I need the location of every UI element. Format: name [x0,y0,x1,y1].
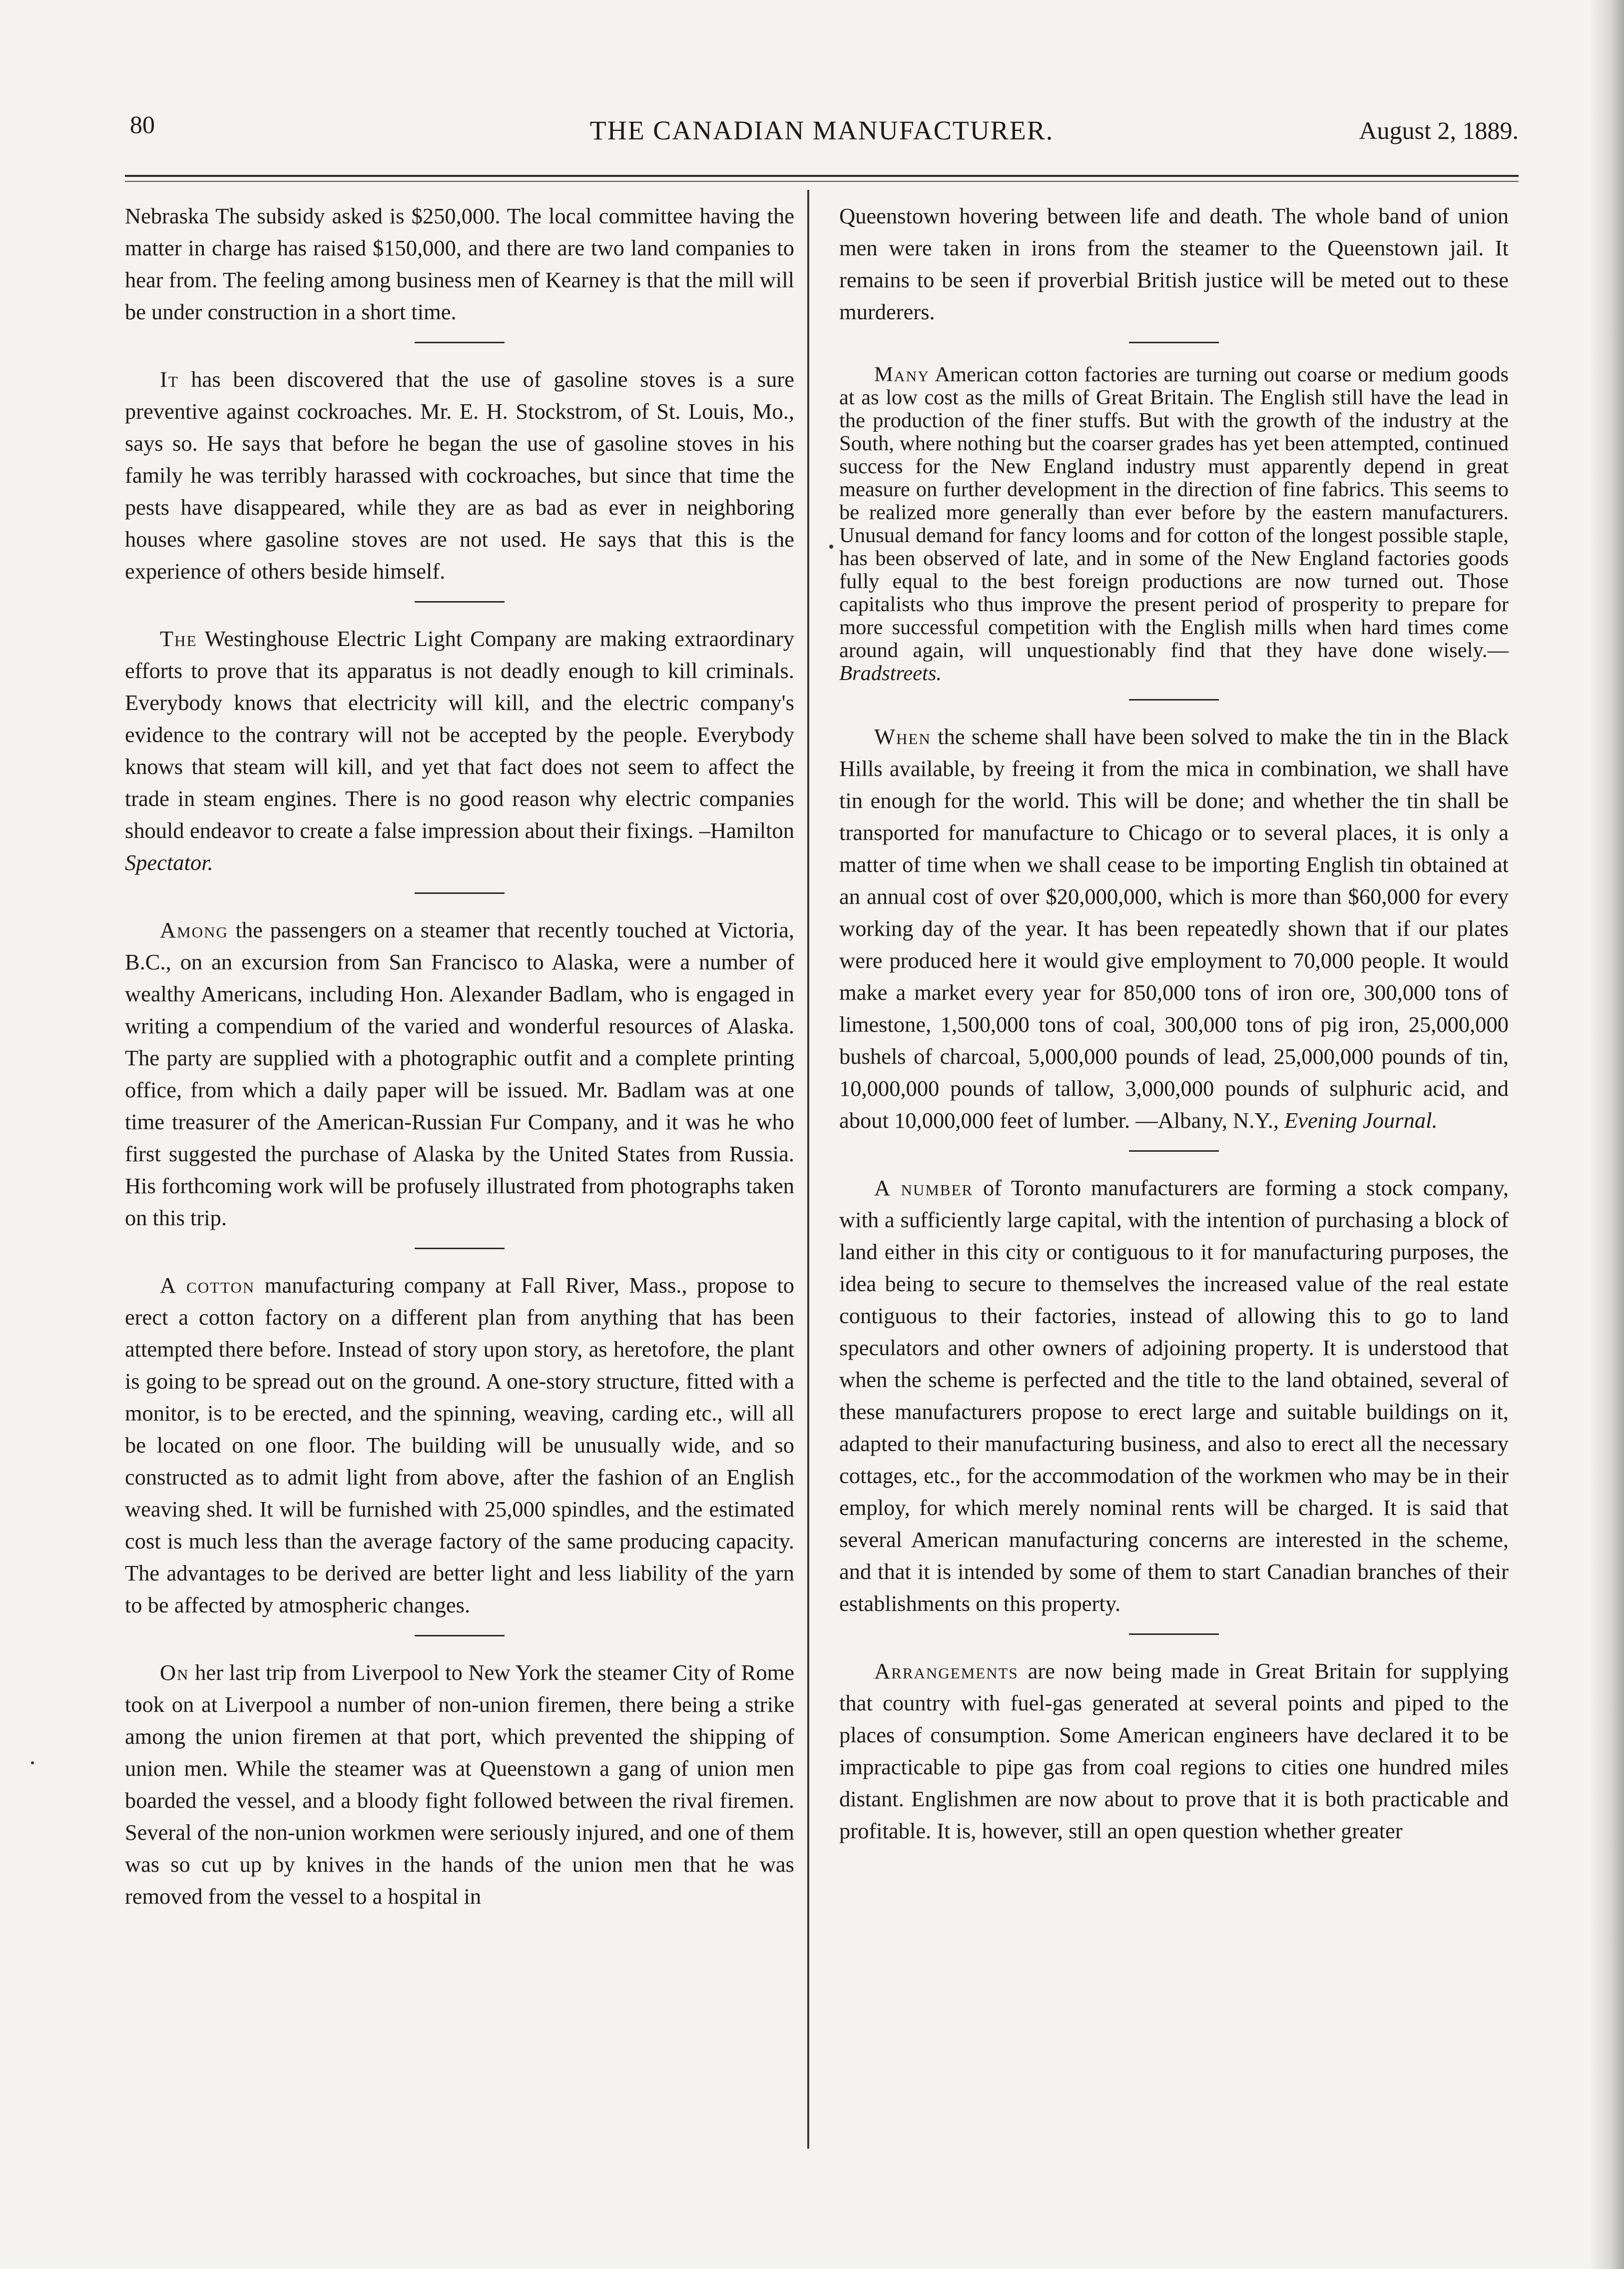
article-text: Westinghouse Electric Light Company are making extraordinary efforts to prove that its apparatus is not deadly enough to kill criminals. Everybody knows that electricity will kill, and the electric company's evidence to the contrary will not be accepted by the people. Everybody knows that steam will kill, and yet that fact does not seem to affect the trade in steam engines. There is no good reason why electric companies should endeavor to create a false impression about their fixings. –Hamilton [125,626,794,843]
article-alaska-excursion [125,914,794,1234]
article-separator [415,892,505,894]
issue-date: August 2, 1889. [1359,116,1519,144]
article-lead: When [874,724,931,749]
header-rule-thin [125,181,1519,182]
article-text: her last trip from Liverpool to New York the steamer City of Rome took on at Liverpool a number of non-union firemen, there being a strike among the union firemen at that port, which prevented the shipping of union men. While the steamer was at Queenstown a gang of union men boarded the vessel, and a bloody fight followed between the rival firemen. Several of the non-union workmen were seriously injured, and one of them was so cut up by knives in the hands of the union men that he was removed from the vessel to a hospital in [125,1660,794,1909]
article-text: Nebraska The subsidy asked is $250,000. The local committee having the matter in charge has raised $150,000, and there are two land companies to hear from. The feeling among business men of Kearney is that the mill will be under construction in a short time. [125,203,794,324]
article-cotton-factories [839,363,1509,685]
article-westinghouse [125,623,794,878]
article-separator [1129,1633,1219,1635]
article-separator [415,1248,505,1249]
publication-title: THE CANADIAN MANUFACTURER. [589,115,1054,145]
article-text: has been discovered that the use of gasoline stoves is a sure preventive against cockroaches. Mr. E. H. Stockstrom, of St. Louis, Mo., says so. He says that before he began the use of gasoline stoves in his family he was terribly harassed with cockroaches, but since that time the pests have disappeared, while they are as bad as ever in neighboring houses where gasoline stoves are not used. He says that this is the experience of others beside himself. [125,367,794,584]
article-text: the scheme shall have been solved to make the tin in the Black Hills available, by freeing it from the mica in combination, we shall have tin enough for the world. This will be done; and whether the tin shall be transported for manufacture to Chicago or to several places, it is only a matter of time when we shall cease to be importing English tin obtained at an annual cost of over $20,000,000, which is more than $60,000 for every working day of the year. It has been repeatedly shown that if our plates were produced here it would give employment to 70,000 people. It would make a market every year for 850,000 tons of iron ore, 300,000 tons of limestone, 1,500,000 tons of coal, 300,000 tons of pig iron, 25,000,000 bushels of charcoal, 5,000,000 pounds of lead, 25,000,000 pounds of tin, 10,000,000 pounds of tallow, 3,000,000 pounds of sulphuric acid, and about 10,000,000 feet of lumber. —Albany, N.Y., [839,724,1509,1133]
article-fall-river-cotton [125,1269,794,1621]
article-lead: Many [874,363,930,386]
header-rule [125,175,1519,177]
article-separator [1129,699,1219,701]
column-divider [807,190,809,2149]
article-lead: The [160,626,197,651]
article-lead: On [160,1660,189,1685]
article-source: Spectator. [125,850,213,875]
article-black-hills-tin [839,721,1509,1136]
article-text: of Toronto manufacturers are forming a stock company, with a sufficiently large capital, with the intention of purchasing a block of land either in this city or contiguous to it for manufacturing purposes, the idea being to secure to themselves the increased value of the real estate contiguous to their factories, instead of allowing this to go to land speculators and other owners of adjoining property. It is understood that when the scheme is perfected and the title to the land obtained, several of these manufacturers propose to erect large and suitable buildings on it, adapted to their manufacturing business, and also to erect all the necessary cottages, etc., for the accommodation of the workmen who may be in their employ, for which merely nominal rents will be charged. It is said that several American manufacturing concerns are interested in the scheme, and that it is intended by some of them to start Canadian branches of their establishments on this property. [839,1175,1509,1616]
article-lead: Arrangements [874,1658,1019,1683]
article-lead: It [160,367,179,392]
print-speck [829,545,833,549]
article-separator [415,1635,505,1636]
print-speck [31,1761,34,1764]
article-separator [1129,1150,1219,1152]
article-text: manufacturing company at Fall River, Mass., propose to erect a cotton factory on a different plan from anything that has been attempted there before. Instead of story upon story, as heretofore, the plant is going to be spread out on the ground. A one-story structure, fitted with a monitor, is to be erected, and the spinning, weaving, carding etc., will all be located on one floor. The building will be unusually wide, and so constructed as to admit light from above, after the fashion of an English weaving shed. It will be furnished with 25,000 spindles, and the estimated cost is much less than the average factory of the same producing capacity. The advantages to be derived are better light and less liability of the yarn to be affected by atmospheric changes. [125,1273,794,1617]
article-fuel-gas [839,1655,1509,1847]
article-lead: Among [160,917,228,942]
left-column [125,200,794,1912]
article-toronto-stock-company [839,1172,1509,1619]
right-column [839,200,1509,1847]
article-source: Bradstreets. [839,662,942,685]
article-text: Queenstown hovering between life and death. The whole band of union men were taken in irons from the steamer to the Queenstown jail. It remains to be seen if proverbial British justice will be meted out to these murderers. [839,203,1509,324]
article-lead: A cotton [160,1273,255,1298]
article-source: Evening Journal. [1284,1108,1438,1133]
article-text: the passengers on a steamer that recently touched at Victoria, B.C., on an excursion from San Francisco to Alaska, were a number of wealthy Americans, including Hon. Alexander Badlam, who is engaged in writing a compendium of the varied and wonderful resources of Alaska. The party are supplied with a photographic outfit and a complete printing office, from which a daily paper will be issued. Mr. Badlam was at one time treasurer of the American-Russian Fur Company, and it was he who first suggested the purchase of Alaska by the United States from Russia. His forthcoming work will be profusely illustrated from photographs taken on this trip. [125,917,794,1230]
page-number: 80 [130,110,155,138]
page-edge-shadow [1589,0,1624,2269]
article-text: American cotton factories are turning out coarse or medium goods at as low cost as the mills of Great Britain. The English still have the lead in the production of the finer stuffs. But with the growth of the industry at the South, where nothing but the coarser grades has yet been attempted, continued success for the New England industry must apparently depend in great measure on further development in the direction of fine fabrics. This seems to be realized more generally than ever before by the eastern manufacturers. Unusual demand for fancy looms and for cotton of the longest possible staple, has been observed of late, and in some of the New England factories goods fully equal to the best foreign productions are now turned out. Those capitalists who thus improve the present period of prosperity to prepare for more successful competition with the English mills when hard times come around again, will unquestionably find that they have done wisely.— [839,363,1509,662]
page-header [125,105,1519,150]
article-lead: A number [874,1175,974,1200]
article-queenstown-continued [839,200,1509,328]
article-nebraska-mill [125,200,794,328]
article-city-of-rome [125,1656,794,1912]
article-gasoline-stoves [125,363,794,587]
article-separator [1129,342,1219,343]
article-text: are now being made in Great Britain for supplying that country with fuel-gas generated at several points and piped to the places of consumption. Some American engineers have declared it to be impracticable to pipe gas from coal regions to cities one hundred miles distant. Englishmen are now about to prove that it is both practicable and profitable. It is, however, still an open question whether greater [839,1658,1509,1843]
article-separator [415,342,505,343]
article-separator [415,601,505,603]
